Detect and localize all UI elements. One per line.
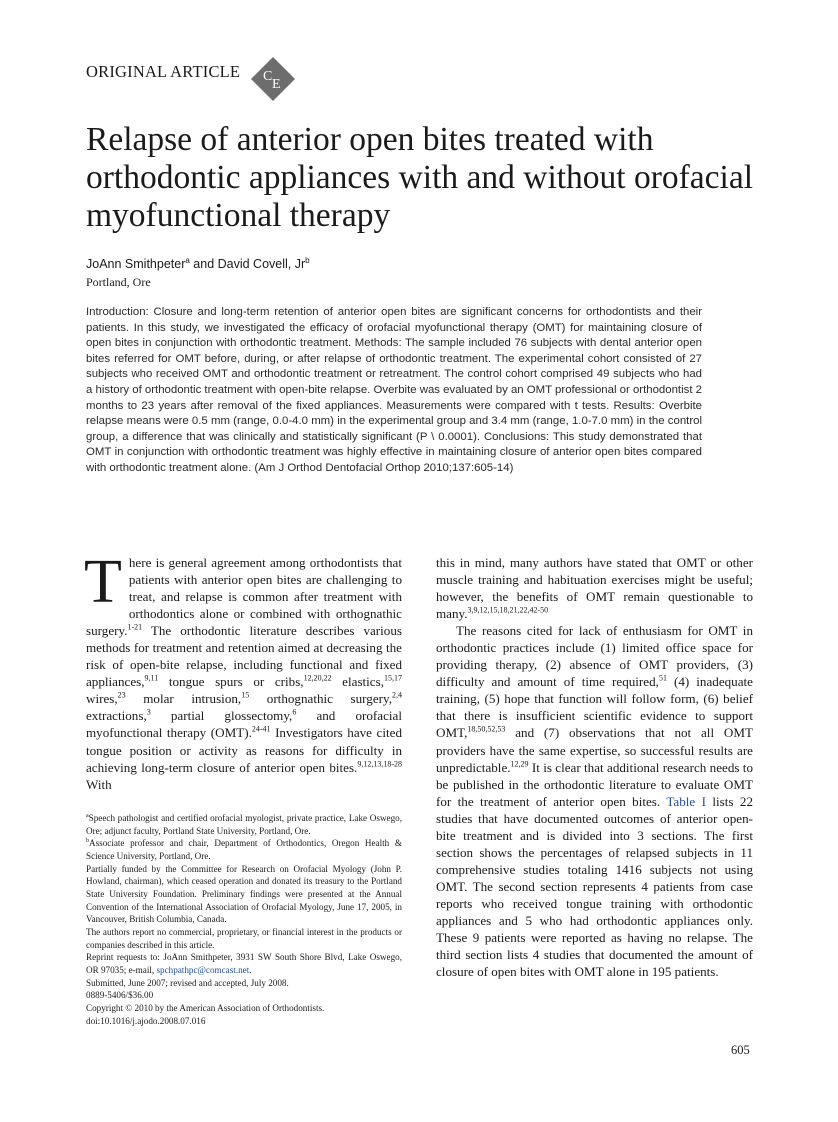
paragraph: this in mind, many authors have stated that OMT or other muscle training and habituation exercises might be useful; however, the benefits of OMT remain questionable to many.$^{3,9,12,15,18,21,22,42-50}$ — [436, 555, 753, 622]
citation-ref: 6 — [292, 708, 297, 718]
citation-ref: 23 — [117, 691, 126, 701]
footnote-text: Associate professor and chair, Department of Orthodontics, Oregon Health & Science University, Portland, Ore. — [86, 838, 402, 861]
author-name: JoAnn Smithpeter — [86, 257, 186, 272]
footnote-funding: Partially funded by the Committee for Research on Orofacial Myology (John P. Howland, chairman), which ceased operation and donated its treasury to the Portland State University Foundation. Preliminary findings were presented at the Annual Convention of the International Association of Orofacial Myology, June 17, 2005, in Vancouver, British Columbia, Canada. — [86, 863, 402, 925]
affiliation-mark: b — [305, 256, 310, 265]
footnote-submitted: Submitted, June 2007; revised and accepted, July 2008. — [86, 977, 289, 988]
footnotes — [86, 812, 402, 1027]
affiliation-mark: a — [185, 256, 190, 265]
affiliation-mark: a — [86, 812, 89, 819]
email-link[interactable]: spchpathpc@comcast.net — [156, 964, 250, 975]
page-number: 605 — [731, 1043, 750, 1057]
footnote-reprints — [86, 951, 402, 976]
footnote-conflict: The authors report no commercial, proprietary, or financial interest in the products or companies described in this article. — [86, 926, 402, 950]
table-link[interactable]: Table I — [666, 793, 706, 809]
paragraph: The reasons cited for lack of enthusiasm for OMT in orthodontic practices include (1) limited office space for providing therapy, (2) absence of OMT providers, (3) difficulty and amount of time required,$^{51}$ (4) inadequate training, (5) hope that function will follow form, (6) belief that there is insufficient scientific evidence to support OMT,$^{18,50,52,53}$ and (7) observations that not all OMT providers have the same expertise, so successful results are unpredictable.$^{12,29}$ It is clear that additional research needs to be published in the orthodontic literature to evaluate OMT for the treatment of anterior open bites. Table I lists 22 studies that have documented outcomes of anterior open-bite treatment and is divided into 3 sections. The first section shows the percentages of relapsed subjects in 11 comprehensive studies totaling 1416 subjects not using OMT. The second section represents 4 patients from case reports who received tongue training with orthodontic appliances and 5 who had orthodontic appliances only. These 9 patients were reported as having no relapse. The third section lists 4 studies that documented the amount of closure of open bites with OMT alone in 195 patients. — [436, 623, 753, 980]
citation-ref: 3,9,12,15,18,21,22,42-50 — [467, 605, 549, 615]
badge-letter-e: E — [272, 77, 281, 92]
footnote-affiliation-b — [86, 837, 402, 862]
citation-ref: 18,50,52,53 — [467, 725, 506, 735]
citation-ref: 15,17 — [384, 673, 402, 683]
footnote-text: . — [249, 964, 252, 975]
footnote-copyright: Copyright © 2010 by the American Association of Orthodontists. — [86, 1002, 325, 1013]
footnote-issn: 0889-5406/$36.00 — [86, 990, 154, 1001]
section-label: ORIGINAL ARTICLE — [86, 62, 241, 81]
intro-paragraph — [84, 548, 402, 793]
author-joiner: and — [189, 257, 218, 272]
drop-cap: T — [84, 548, 122, 616]
citation-ref: 3 — [146, 708, 151, 718]
body-column-left — [84, 548, 402, 793]
author-name: David Covell, Jr — [217, 257, 306, 272]
citation-ref: 24-41 — [251, 725, 271, 735]
badge-letter-c: C — [263, 69, 273, 84]
footnote-text: Reprint requests to: JoAnn Smithpeter, 3931 SW South Shore Blvd, Lake Oswego, OR 97035; e-mail, — [86, 952, 402, 975]
citation-ref: 2,4 — [392, 691, 402, 701]
citation-ref: 1-21 — [127, 622, 143, 632]
citation-ref: 9,12,13,18-28 — [357, 759, 402, 769]
author-line — [86, 256, 310, 271]
ce-badge-icon — [250, 56, 296, 102]
footnote-affiliation-a — [86, 812, 402, 837]
citation-ref: 12,20,22 — [303, 673, 332, 683]
affiliation-mark: b — [86, 838, 89, 845]
footnote-doi: doi:10.1016/j.ajodo.2008.07.016 — [86, 1015, 206, 1026]
body-column-right — [436, 554, 753, 980]
article-title: Relapse of anterior open bites treated with orthodontic appliances with and without orofacial myofunctional therapy — [86, 121, 754, 234]
citation-ref: 12,29 — [510, 759, 529, 769]
citation-ref: 9,11 — [144, 673, 159, 683]
paragraph-text: here is general agreement among orthodontists that patients with anterior open bites are challenging to treat, and relapse is common after treatment with orthodontics alone or combined with orthognathic surgery.$^{1-21}$ The orthodontic literature describes various methods for treatment and retention aimed at decreasing the risk of open-bite relapse, including functional and fixed appliances,$^{9,11}$ tongue spurs or cribs,$^{12,20,22}$ elastics,$^{15,17}$ wires,$^{23}$ molar intrusion,$^{15}$ orthognathic surgery,$^{2,4}$ extractions,$^3$ partial glossectomy,$^6$ and orofacial myofunctional therapy (OMT).$^{24-41}$ Investigators have cited tongue position or activity as reasons for difficulty in achieving long-term closure of anterior open bites.$^{9,12,13,18-28}$ With — [86, 555, 402, 792]
abstract: Introduction: Closure and long-term retention of anterior open bites are significant concerns for orthodontists and their patients. In this study, we investigated the efficacy of orofacial myofunctional therapy (OMT) for maintaining closure of open bites in conjunction with orthodontic treatment. Methods: The sample included 76 subjects with dental anterior open bites referred for OMT before, during, or after relapse of orthodontic treatment. The experimental cohort consisted of 27 subjects who received OMT and orthodontic treatment or retreatment. The control cohort comprised 49 subjects who had a history of orthodontic treatment with open-bite relapse. Overbite was evaluated by an OMT professional or orthodontist 2 months to 23 years after removal of the fixed appliances. Measurements were compared with t tests. Results: Overbite relapse means were 0.5 mm (range, 0.0-4.0 mm) in the experimental group and 3.4 mm (range, 1.0-7.0 mm) in the control group, a difference that was clinically and statistically significant (P \ 0.0001). Conclusions: This study demonstrated that OMT in conjunction with orthodontic treatment was highly effective in maintaining closure of anterior open bites compared with orthodontic treatment alone. (Am J Orthod Dentofacial Orthop 2010;137:605-14) — [86, 306, 702, 474]
citation-ref: 51 — [658, 673, 667, 683]
author-location: Portland, Ore — [86, 275, 151, 289]
citation-ref: 15 — [241, 691, 250, 701]
footnote-text: Speech pathologist and certified orofacial myologist, private practice, Lake Oswego, Ore; adjunct faculty, Portland State University, Portland, Ore. — [86, 813, 402, 836]
